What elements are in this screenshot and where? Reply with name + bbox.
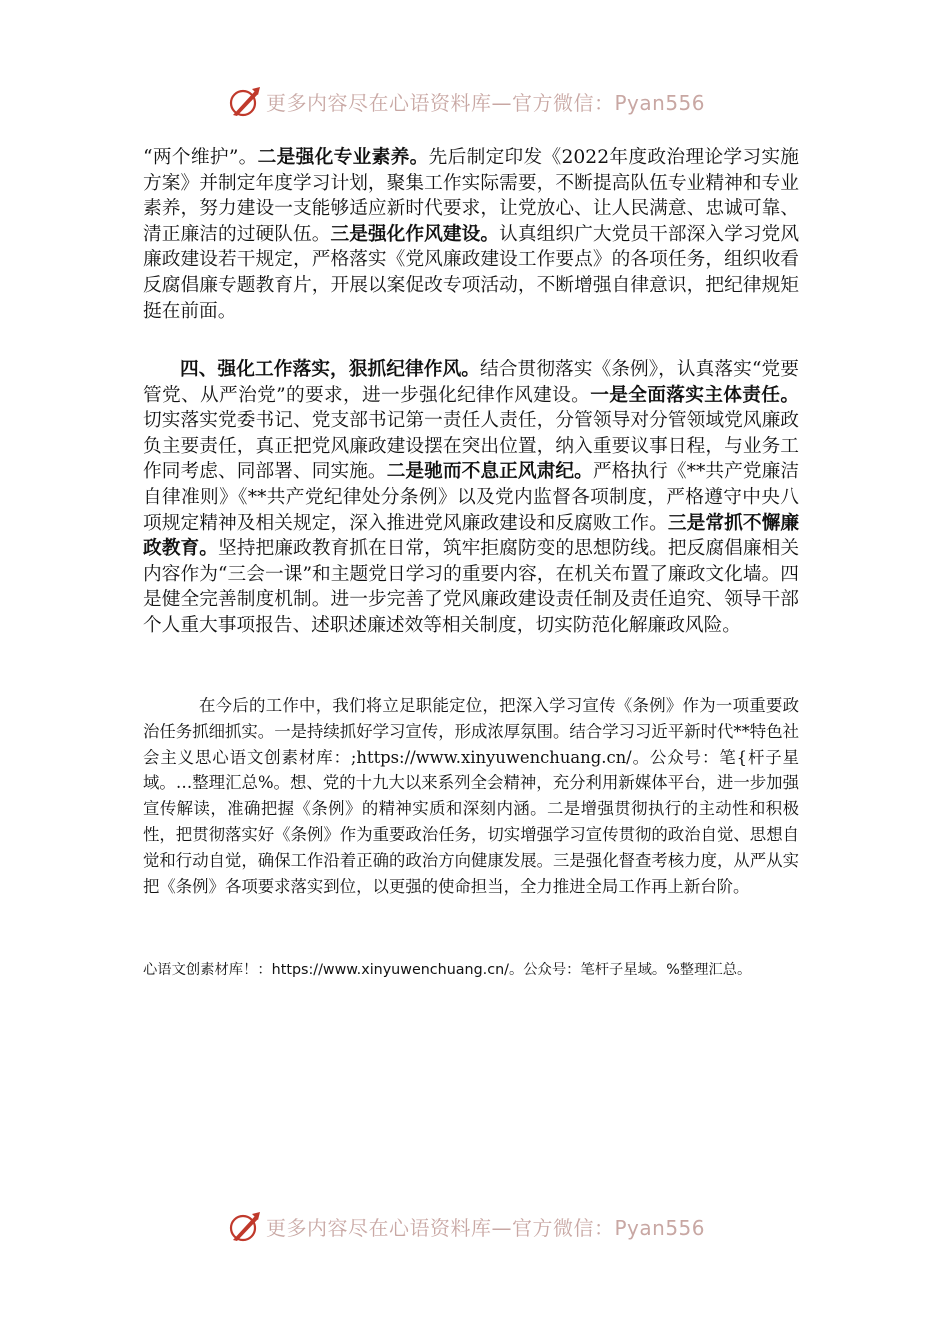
header-watermark-banner xyxy=(0,85,950,125)
footer-watermark-banner xyxy=(0,1210,950,1250)
text-span: 认真组织广大党员干部深入学习党风廉政建设若干规定，严格落实《党风廉政建设工作要点》的各项任务，组织收看反腐倡廉专题教育片，开展以案促改专项活动，不断增强自律意识，把纪律规矩挺在前面。 xyxy=(143,223,800,322)
text-span: 坚持把廉政教育抓在日常，筑牢拒腐防变的思想防线。把反腐倡廉相关内容作为“三会一课”和主题党日学习的重要内容，在机关布置了廉政文化墙。四是健全完善制度机制。进一步完善了党风廉政建设责任制及责任追究、领导干部个人重大事项报告、述职述廉述效等相关制度，切实防范化解廉政风险。 xyxy=(143,538,800,636)
text-span: “两个维护”。 xyxy=(143,147,258,168)
quill-pen-logo-icon xyxy=(228,85,262,119)
bold-heading: 三是强化作风建设。 xyxy=(330,222,500,245)
source-note: 心语文创素材库！：https://www.xinyuwenchuang.cn/。公众号：笔杆子星域。%整理汇总。 xyxy=(143,962,752,978)
bold-heading: 二是驰而不息正风肃纪。 xyxy=(386,460,593,483)
text-span: 先后制定印发《2022年度政治理论学习实施方案》并制定年度学习计划，聚集工作实际需要，不断提高队伍专业精神和专业素养，努力建设一支能够适应新时代要求，让党放心、让人民满意、忠诚可靠、清正廉洁的过硬队伍。 xyxy=(143,147,799,245)
section-heading: 四、强化工作落实，狠抓纪律作风。 xyxy=(180,358,481,380)
bold-heading: 一是全面落实主体责任。 xyxy=(590,383,800,406)
paragraph-1 xyxy=(143,145,799,324)
bold-heading: 三是常抓不懈廉政教育。 xyxy=(143,511,800,560)
banner-text: 更多内容尽在心语资料库—官方微信：Pyan556 xyxy=(266,91,706,115)
paragraph-2 xyxy=(143,357,799,639)
banner-text: 更多内容尽在心语资料库—官方微信：Pyan556 xyxy=(266,1216,706,1240)
text-span: 切实落实党委书记、党支部书记第一责任人责任，分管领导对分管领域党风廉政负主要责任，真正把党风廉政建设摆在突出位置，纳入重要议事日程，与业务工作同考虑、同部署、同实施。 xyxy=(143,410,799,483)
text-span: 严格执行《**共产党廉洁自律准则》《**共产党纪律处分条例》以及党内监督各项制度，严格遵守中央八项规定精神及相关规定，深入推进党风廉政建设和反腐败工作。 xyxy=(143,461,800,534)
quill-pen-logo-icon xyxy=(228,1210,262,1244)
paragraph-3 xyxy=(143,693,799,899)
text-span: 结合贯彻落实《条例》，认真落实“党要管党、从严治党”的要求，进一步强化纪律作风建设。 xyxy=(143,359,799,406)
paragraph-3-text: 在今后的工作中，我们将立足职能定位，把深入学习宣传《条例》作为一项重要政治任务抓细抓实。一是持续抓好学习宣传，形成浓厚氛围。结合学习习近平新时代**特色社会主义思心语文创素材库：;https://www.xinyuwenchuang.cn/。公众号：笔{杆子星域。…整理汇总%。想、党的十九大以来系列全会精神，充分利用新媒体平台，进一步加强宣传解读，准确把握《条例》的精神实质和深刻内涵。二是增强贯彻执行的主动性和积极性，把贯彻落实好《条例》作为重要政治任务，切实增强学习宣传贯彻的政治自觉、思想自觉和行动自觉，确保工作沿着正确的政治方向健康发展。三是强化督查考核力度，从严从实把《条例》各项要求落实到位，以更强的使命担当，全力推进全局工作再上新台阶。 xyxy=(143,696,799,896)
bold-heading: 二是强化专业素养。 xyxy=(257,146,429,168)
